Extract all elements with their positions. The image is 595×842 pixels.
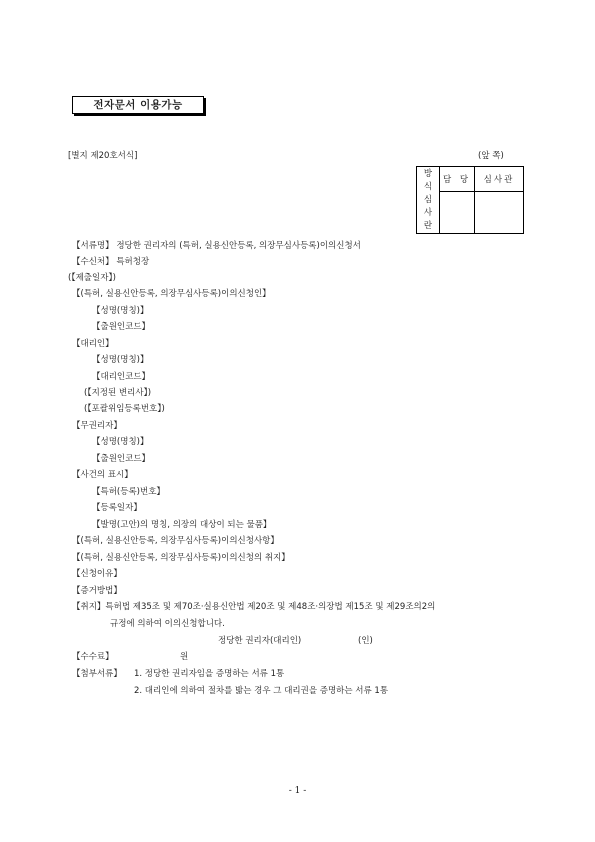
field-recipient: 【수신처】 특허청장	[72, 257, 150, 267]
non-entitled-code: 【출원인코드】	[92, 454, 151, 464]
attachment-item-1: 1. 정당한 권리자임을 증명하는 서류 1통	[134, 669, 285, 679]
field-evidence: 【증거방법】	[72, 586, 122, 596]
section-applicant: 【(특허, 실용신안등록, 의장무심사등록)이의신청인】	[72, 289, 271, 299]
page-side-label: (앞 쪽)	[478, 151, 504, 161]
approval-sign-examiner[interactable]	[475, 192, 524, 234]
case-registration-date: 【등록일자】	[92, 503, 142, 513]
section-non-entitled: 【무권리자】	[72, 421, 122, 431]
agent-designated-attorney: (【지정된 변리사】)	[84, 388, 152, 398]
approval-col-staff: 담 당	[440, 167, 475, 192]
agent-code: 【대리인코드】	[92, 372, 151, 382]
form-reference: [별지 제20호서식]	[68, 151, 138, 161]
field-submission-date: (【제출일자】)	[68, 273, 116, 283]
approval-col-examiner: 심사관	[475, 167, 524, 192]
document-badge	[72, 96, 204, 114]
case-patent-number: 【특허(등록)번호】	[92, 487, 165, 497]
fee-unit: 원	[180, 652, 189, 662]
purpose-statement-cont: 규정에 의하여 이의신청합니다.	[110, 619, 225, 629]
document-badge-label: 전자문서 이용가능	[93, 99, 183, 111]
approval-table	[416, 166, 524, 234]
non-entitled-name: 【성명(명칭)】	[92, 437, 149, 447]
case-invention-title: 【발명(고안)의 명칭, 의장의 대상이 되는 물품】	[92, 520, 272, 530]
attachment-item-2: 2. 대리인에 의하여 절차를 밟는 경우 그 대리권을 증명하는 서류 1통	[134, 686, 389, 696]
approval-row-header: 방 식 심 사 란	[417, 167, 440, 234]
section-agent: 【대리인】	[72, 339, 114, 349]
applicant-name: 【성명(명칭)】	[92, 306, 149, 316]
field-document-name: 【서류명】 정당한 권리자의 (특허, 실용신안등록, 의장무심사등록)이의신청서	[72, 241, 361, 251]
signer-label: 정당한 권리자(대리인)	[218, 636, 302, 646]
field-reasons: 【신청이유】	[72, 569, 122, 579]
field-objection-purpose: 【(특허, 실용신안등록, 의장무심사등록)이의신청의 취지】	[72, 553, 290, 563]
field-fee: 【수수료】	[72, 652, 114, 662]
agent-comprehensive-power: (【포괄위임등록번호】)	[84, 404, 165, 414]
field-objection-items: 【(특허, 실용신안등록, 의장무심사등록)이의신청사항】	[72, 536, 279, 546]
approval-sign-staff[interactable]	[440, 192, 475, 234]
agent-name: 【성명(명칭)】	[92, 355, 149, 365]
page-number: - 1 -	[288, 786, 307, 796]
field-attachments: 【첨부서류】	[72, 669, 122, 679]
section-case: 【사건의 표시】	[72, 470, 133, 480]
seal-mark: (인)	[358, 636, 373, 646]
applicant-code: 【출원인코드】	[92, 322, 151, 332]
field-purpose-statement: 【취지】특허법 제35조 및 제70조·실용신안법 제20조 및 제48조·의장법 제15조 및 제29조의2의	[72, 602, 436, 612]
